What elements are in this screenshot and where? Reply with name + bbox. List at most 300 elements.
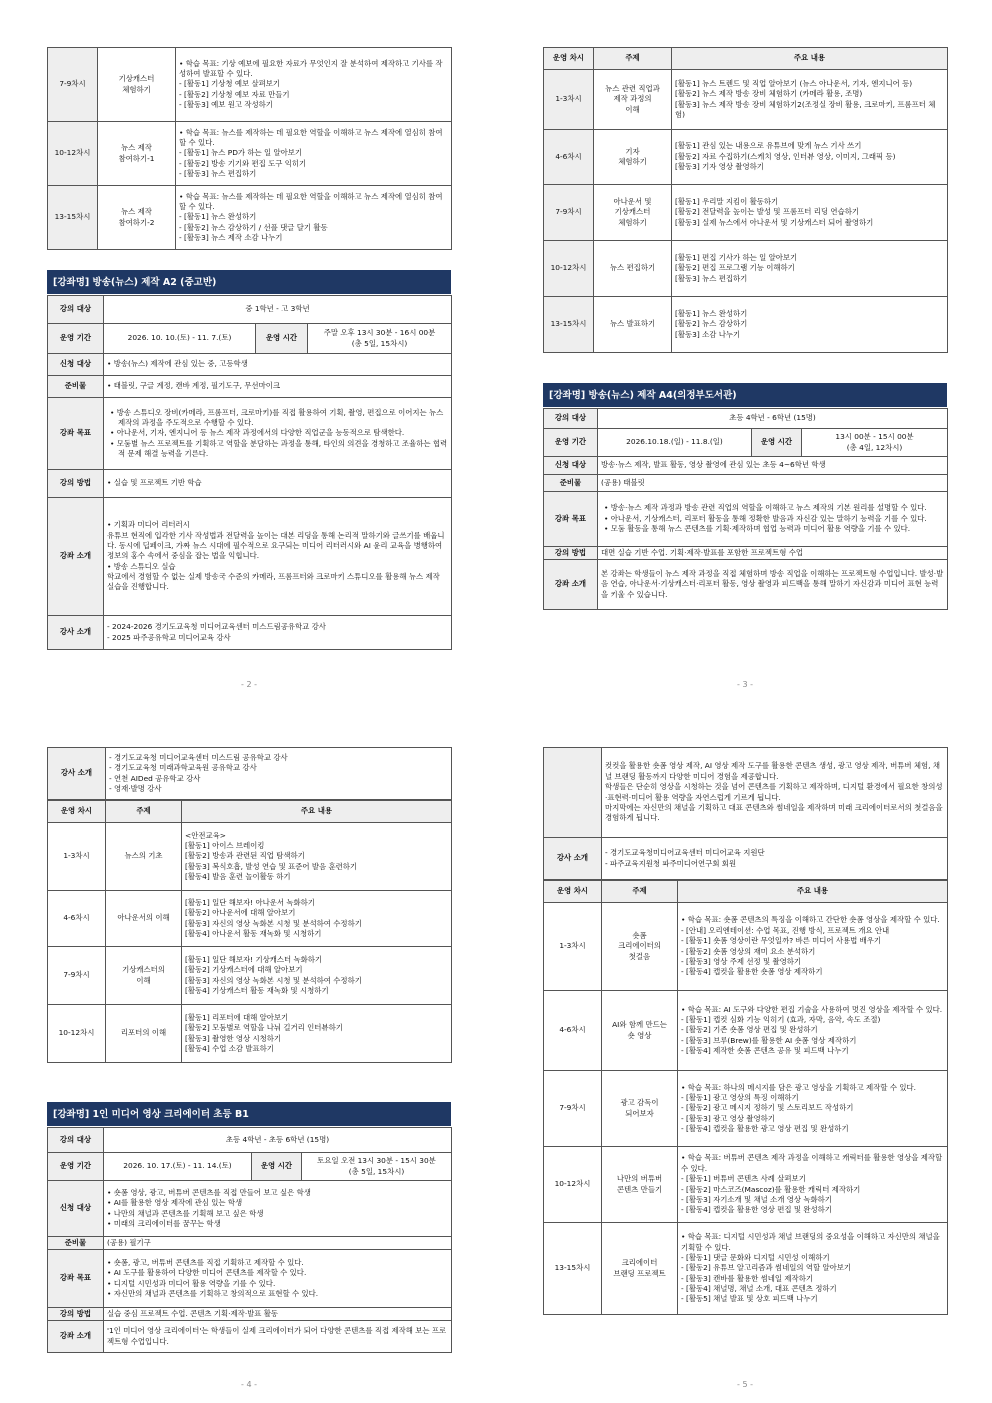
cell-line: • 나만의 채널과 콘텐츠를 기획해 보고 싶은 학생	[107, 1208, 264, 1218]
table-cell	[48, 1237, 104, 1250]
table-cell	[544, 547, 598, 560]
cell-text: 강좌 소개	[59, 551, 92, 561]
cell-line: 아나운서 및	[613, 196, 652, 206]
table-cell	[672, 48, 948, 70]
cell-line: • AI를 활용한 영상 제작에 관심 있는 학생	[107, 1198, 243, 1208]
table-cell	[48, 498, 104, 616]
cell-line: - 파주교육지원청 파주미디어연구회 회원	[605, 858, 737, 868]
cell-line: [활동4] 기상캐스터 활동 재녹화 및 시청하기	[185, 985, 329, 995]
page-2	[47, 47, 451, 650]
cell-line: - [안내] 오리엔테이션: 수업 목표, 진행 방식, 프로젝트 개요 안내	[681, 925, 890, 935]
cell-line: 브랜딩 프로젝트	[613, 1268, 666, 1278]
info-table	[543, 880, 948, 1315]
table-cell	[544, 185, 594, 241]
cell-line: • 숏폼 영상, 광고, 버튜버 콘텐츠를 직접 만들어 보고 싶은 학생	[107, 1187, 311, 1197]
table-cell	[598, 429, 752, 457]
table-cell	[48, 186, 98, 250]
table-row	[48, 1250, 452, 1308]
table-cell	[598, 409, 948, 429]
cell-line: - [활동3] 캔바를 활용한 썸네일 제작하기	[681, 1273, 813, 1283]
table-cell	[602, 903, 678, 991]
table-row	[544, 1223, 948, 1315]
cell-text: 주제	[625, 53, 640, 63]
page-number: - 2 -	[241, 680, 257, 689]
table-cell	[598, 560, 948, 610]
cell-line: • 실습 및 프로젝트 기반 학습	[107, 478, 202, 488]
cell-line: 토요일 오전 13시 30분 - 15시 30분	[317, 1156, 436, 1166]
cell-line: - 2024-2026 경기도교육청 미디어교육센터 미스드림공유학교 강사	[107, 622, 326, 632]
table-cell	[678, 1223, 948, 1315]
table-cell	[678, 1071, 948, 1147]
cell-text: 강사 소개	[59, 627, 92, 637]
table-cell	[48, 122, 98, 186]
cell-text: 강의 방법	[59, 478, 92, 488]
table-cell	[252, 1153, 302, 1181]
table-cell	[678, 881, 948, 903]
cell-line: • 학습 목표: 뉴스를 제작하는 데 필요한 역할을 이해하고 뉴스 제작에 열심히 참여할 수 있다.	[179, 127, 443, 147]
cell-line: [활동3] 뉴스 제작 방송 장비 체험하기2(조정실 장비 활용, 크로마키, 프롬프터 체험)	[675, 99, 936, 119]
table-cell	[104, 1181, 452, 1237]
cell-line: [활동1] 편집 기사가 하는 일 알아보기	[675, 252, 798, 262]
table-row	[544, 748, 948, 838]
table-cell	[544, 429, 598, 457]
cell-line: 학교에서 경험할 수 없는 실제 방송국 수준의 카메라, 프롬프터와 크로마키 스튜디오를 활용해 뉴스 제작 실습을 진행합니다.	[107, 572, 440, 592]
cell-line: • 방송 스튜디오 실습	[107, 561, 176, 571]
cell-text: 강의 대상	[59, 304, 92, 314]
table-cell	[48, 748, 106, 800]
table-row	[48, 616, 452, 650]
cell-text: 운영 기간	[554, 437, 587, 447]
table-cell	[48, 616, 104, 650]
table-row	[48, 498, 452, 616]
cell-line: - 경기도교육청미디어교육센터 미디어교육 지원단	[605, 848, 765, 858]
cell-line: (총 5일, 15차시)	[351, 338, 408, 348]
table-cell	[598, 492, 948, 547]
cell-line: 기자	[625, 146, 640, 156]
page-5	[543, 747, 947, 1315]
cell-line: [활동2] 전달력을 높이는 발성 및 프롬프터 리딩 연습하기	[675, 207, 859, 217]
table-cell	[48, 1153, 104, 1181]
table-cell	[544, 48, 594, 70]
cell-text: 주제	[136, 806, 151, 816]
cell-line: 크리에이터	[621, 1258, 658, 1268]
cell-line: [활동1] 뉴스 트렌드 및 직업 알아보기 (뉴스 아나운서, 기자, 엔지니어 등)	[675, 78, 913, 88]
cell-line: [활동2] 방송과 관련된 직업 탐색하기	[185, 851, 305, 861]
page-number: - 3 -	[737, 680, 753, 689]
table-cell	[802, 429, 948, 457]
cell-line: • 숏폼, 광고, 버튜버 콘텐츠를 직접 기획하고 제작할 수 있다.	[107, 1257, 304, 1267]
cell-text: 4-6차시	[555, 151, 582, 161]
cell-line: - 경기도교육청 미래과학교육원 공유학교 강사	[109, 763, 257, 773]
cell-text: 7-9차시	[59, 79, 86, 89]
cell-text: 강의 대상	[59, 1134, 92, 1144]
table-cell	[106, 947, 182, 1005]
table-row	[48, 376, 452, 398]
table-row	[48, 1321, 452, 1353]
cell-text: 10-12차시	[54, 148, 91, 158]
cell-line: - [활동2] 기존 숏폼 영상 편집 및 완성하기	[681, 1025, 818, 1035]
table-cell	[678, 903, 948, 991]
table-cell	[98, 122, 176, 186]
table-row	[48, 947, 452, 1005]
table-cell	[602, 838, 948, 880]
spacer	[543, 353, 947, 383]
cell-text: 리포터의 이해	[120, 1028, 167, 1038]
table-cell	[48, 470, 104, 498]
cell-line: - [활동1] 숏폼 영상이란 무엇일까? 바른 미디어 사용법 배우기	[681, 936, 882, 946]
table-cell	[752, 429, 802, 457]
cell-text: 중 1학년 - 고 3학년	[245, 304, 310, 314]
cell-text: 주제	[632, 886, 647, 896]
cell-line: [활동1] 뉴스 완성하기	[675, 308, 748, 318]
table-cell	[104, 1250, 452, 1308]
cell-line: [활동2] 자료 수집하기(스케치 영상, 인터뷰 영상, 이미지, 그래픽 등)	[675, 151, 896, 161]
cell-line: 컷컷을 활용한 숏폼 영상 제작, AI 영상 제작 도구를 활용한 콘텐츠 생성, 광고 영상 제작, 버튜버 체험, 채널 브랜딩 활동까지 다양한 미디어 경험을 제공합니다.	[605, 761, 941, 781]
table-cell	[594, 48, 672, 70]
page-4	[47, 747, 451, 1353]
table-cell	[598, 547, 948, 560]
cell-line: 실습 중심 프로젝트 수업. 콘텐츠 기획·제작·발표 활동	[107, 1308, 279, 1318]
table-cell	[544, 560, 598, 610]
info-table	[543, 47, 948, 353]
table-cell	[48, 823, 106, 891]
table-row	[48, 296, 452, 324]
cell-line: 이해	[136, 975, 151, 985]
cell-text: 운영 기간	[59, 333, 92, 343]
cell-line: [활동3] 소감 나누기	[675, 329, 741, 339]
table-cell	[594, 130, 672, 185]
table-cell	[48, 324, 104, 354]
cell-line: 콘텐츠 만들기	[616, 1184, 663, 1194]
table-row	[544, 492, 948, 547]
cell-line: - [활동2] 방송 기기와 편집 도구 익히기	[179, 158, 307, 168]
table-row	[48, 1153, 452, 1181]
table-row	[544, 903, 948, 991]
table-cell	[602, 991, 678, 1071]
table-cell	[594, 297, 672, 353]
cell-line: 마지막에는 자신만의 채널을 기획하고 대표 콘텐츠와 썸네일을 제작하며 미래 크리에이터로서의 첫걸음을 경험하게 됩니다.	[605, 802, 943, 823]
cell-line: - [활동3] 예보 원고 작성하기	[179, 100, 273, 110]
cell-line: 첫걸음	[628, 951, 651, 961]
cell-text: 강의 대상	[554, 413, 587, 423]
cell-line: • 학습 목표: 기상 예보에 필요한 자료가 무엇인지 잘 분석하여 제작하고 기사를 작성하여 발표할 수 있다.	[179, 58, 443, 78]
table-cell	[104, 1308, 452, 1321]
cell-text: 1-3차시	[63, 851, 90, 861]
table-cell	[48, 398, 104, 470]
cell-line: • 미래의 크리에이터를 꿈꾸는 학생	[107, 1218, 221, 1228]
table-row	[48, 48, 452, 122]
cell-text: 1-3차시	[559, 941, 586, 951]
cell-text: 강좌 소개	[554, 579, 587, 589]
cell-line: [활동2] 모둠별로 역할을 나눠 길거리 인터뷰하기	[185, 1023, 343, 1033]
cell-line: • 학습 목표: 디지털 시민성과 채널 브랜딩의 중요성을 이해하고 자신만의 채널을 기획할 수 있다.	[681, 1232, 940, 1252]
table-cell	[182, 947, 452, 1005]
table-cell	[594, 241, 672, 297]
table-cell	[678, 991, 948, 1071]
cell-text: 강의 방법	[554, 547, 587, 557]
cell-text: 강좌 목표	[554, 513, 587, 523]
cell-line: - [활동3] 자기소개 및 채널 소개 영상 녹화하기	[681, 1194, 832, 1204]
table-row	[48, 801, 452, 823]
cell-line: [활동4] 수업 소감 발표하기	[185, 1043, 274, 1053]
table-cell	[106, 1005, 182, 1063]
table-row	[48, 122, 452, 186]
table-cell	[48, 1128, 104, 1153]
cell-line: - [활동2] 유튜브 알고리즘과 썸네일의 역할 알아보기	[681, 1263, 852, 1273]
cell-line: [활동2] 기상캐스터에 대해 알아보기	[185, 965, 303, 975]
cell-text: 주요 내용	[300, 806, 333, 816]
cell-line: [활동2] 뉴스 제작 방송 장비 체험하기 (카메라 활용, 조명)	[675, 89, 863, 99]
table-cell	[104, 470, 452, 498]
cell-text: 준비물	[559, 477, 582, 487]
table-row	[544, 429, 948, 457]
cell-line: 본 강좌는 학생들이 뉴스 제작 과정을 직접 체험하며 방송 직업을 이해하는 프로젝트형 수업입니다. 발성·발음 연습, 아나운서·기상캐스터·리포터 활동, 영상 촬영과 피드백을 통해 말하기 자신감과 미디어 표현 능력을 키울 수 있습니다.	[601, 568, 944, 599]
cell-line: - [활동1] 뉴스 완성하기	[179, 212, 257, 222]
cell-line: 대면 실습 기반 수업. 기획·제작·발표를 포함한 프로젝트형 수업	[601, 547, 803, 557]
cell-line: - 영재·발명 강사	[109, 783, 162, 793]
course-title: [강좌명] 1인 미디어 영상 크리에이터 초등 B1	[47, 1102, 451, 1126]
cell-line: (공용) 태블릿	[601, 477, 645, 487]
table-cell	[48, 1181, 104, 1237]
cell-line: 기상캐스터	[118, 74, 155, 84]
cell-line: 방송·뉴스 제작, 발표 활동, 영상 촬영에 관심 있는 초등 4~6학년 학생	[601, 460, 826, 470]
cell-text: 운영 차시	[552, 53, 585, 63]
table-cell	[104, 354, 452, 376]
cell-line: [활동4] 발음 훈련 놀이활동 하기	[185, 872, 291, 882]
table-row	[48, 748, 452, 800]
table-cell	[48, 48, 98, 122]
table-row	[544, 409, 948, 429]
table-cell	[602, 1223, 678, 1315]
cell-line: - [활동2] 숏폼 영상의 재미 요소 분석하기	[681, 946, 816, 956]
info-table	[47, 47, 452, 250]
table-cell	[48, 1005, 106, 1063]
cell-line: [활동2] 뉴스 감상하기	[675, 319, 748, 329]
table-cell	[48, 354, 104, 376]
table-cell	[182, 823, 452, 891]
table-cell	[106, 823, 182, 891]
table-cell	[544, 297, 594, 353]
table-row	[544, 241, 948, 297]
cell-line: 나만의 버튜버	[616, 1174, 663, 1184]
table-cell	[176, 48, 452, 122]
spacer	[47, 1063, 451, 1102]
cell-text: 운영 시간	[260, 1161, 293, 1171]
cell-line: - [활동1] 캡컷 심화 기능 익히기 (효과, 자막, 음악, 속도 조절)	[681, 1014, 881, 1024]
cell-line: AI와 함께 만드는	[612, 1020, 667, 1030]
cell-line: • 학습 목표: 뉴스를 제작하는 데 필요한 역할을 이해하고 뉴스 제작에 열심히 참여할 수 있다.	[179, 191, 443, 211]
cell-line: 숏 영상	[627, 1030, 652, 1040]
table-row	[48, 1308, 452, 1321]
table-row	[48, 1005, 452, 1063]
cell-text: 주요 내용	[793, 53, 826, 63]
cell-text: 초등 4학년 - 초등 6학년 (15명)	[225, 1134, 330, 1144]
cell-text: 7-9차시	[559, 1103, 586, 1113]
cell-text: 4-6차시	[63, 913, 90, 923]
info-table	[543, 408, 948, 610]
cell-text: 운영 시간	[265, 333, 298, 343]
cell-text: 4-6차시	[559, 1025, 586, 1035]
table-cell	[48, 296, 104, 324]
cell-line: • 학습 목표: AI 도구와 다양한 편집 기술을 사용하여 멋진 영상을 제작할 수 있다.	[681, 1004, 943, 1014]
table-row	[544, 1071, 948, 1147]
cell-line: [활동3] 자신의 영상 녹화본 시청 및 분석하여 수정하기	[185, 975, 362, 985]
table-cell	[544, 70, 594, 130]
table-row	[544, 185, 948, 241]
cell-line: • 디지털 시민성과 미디어 활용 역량을 기를 수 있다.	[107, 1278, 276, 1288]
table-row	[48, 324, 452, 354]
table-cell	[176, 122, 452, 186]
cell-line: [활동1] 리포터에 대해 알아보기	[185, 1012, 289, 1022]
cell-line: [활동3] 촬영한 영상 시청하기	[185, 1033, 282, 1043]
cell-line: [활동1] 관심 있는 내용으로 유튜브에 맞게 뉴스 기사 쓰기	[675, 141, 862, 151]
cell-text: 뉴스의 기초	[124, 851, 163, 861]
cell-text: 운영 시간	[760, 437, 793, 447]
table-cell	[104, 1128, 452, 1153]
page-number: - 5 -	[737, 1380, 753, 1389]
table-cell	[104, 1237, 452, 1250]
table-row	[48, 823, 452, 891]
cell-line: 체험하기	[122, 84, 151, 94]
table-cell	[602, 881, 678, 903]
cell-line: 숏폼	[632, 930, 647, 940]
table-cell	[594, 185, 672, 241]
table-cell	[544, 1071, 602, 1147]
cell-text: 신청 대상	[59, 1203, 92, 1213]
cell-line: • 태블릿, 구글 계정, 캔바 계정, 필기도구, 무선마이크	[107, 381, 280, 391]
page-3	[543, 47, 947, 610]
table-cell	[48, 1321, 104, 1353]
cell-text: 초등 4학년 - 6학년 (15명)	[729, 413, 816, 423]
cell-text: 10-12차시	[550, 263, 587, 273]
table-cell	[598, 457, 948, 475]
table-cell	[544, 1147, 602, 1223]
cell-text: 10-12차시	[554, 1179, 591, 1189]
cell-text: 준비물	[64, 1237, 87, 1247]
cell-line: - [활동2] 뉴스 감상하기 / 선플 댓글 달기 활동	[179, 222, 328, 232]
cell-line: 뉴스 관련 직업과	[605, 83, 660, 93]
table-cell	[602, 748, 948, 838]
cell-text: 7-9차시	[555, 207, 582, 217]
cell-text: 강좌 목표	[59, 1273, 92, 1283]
cell-text: 뉴스 발표하기	[609, 319, 656, 329]
table-cell	[256, 324, 308, 354]
cell-line: • AI 도구를 활용하여 다양한 미디어 콘텐츠를 제작할 수 있다.	[107, 1268, 307, 1278]
table-row	[48, 891, 452, 947]
cell-line: [활동3] 자신의 영상 녹화본 시청 및 분석하여 수정하기	[185, 918, 362, 928]
table-cell	[544, 881, 602, 903]
table-cell	[544, 241, 594, 297]
cell-line: 체험하기	[618, 217, 647, 227]
table-row	[48, 1237, 452, 1250]
table-cell	[544, 409, 598, 429]
table-cell	[544, 838, 602, 880]
table-row	[48, 398, 452, 470]
cell-text: 2026.10.18.(일) - 11.8.(일)	[626, 437, 723, 447]
table-row	[544, 1147, 948, 1223]
table-cell	[544, 1223, 602, 1315]
cell-line: [활동1] 일단 해보자! 아나운서 녹화하기	[185, 897, 315, 907]
table-cell	[182, 1005, 452, 1063]
cell-line: 광고 감독이	[620, 1098, 659, 1108]
cell-line: 크리에이터의	[618, 941, 661, 951]
table-cell	[672, 130, 948, 185]
cell-text: 13-15차시	[54, 212, 91, 222]
cell-line: 13시 00분 - 15시 00분	[835, 432, 914, 442]
table-row	[48, 1128, 452, 1153]
cell-line: - [활동3] 브루(Brew)를 활용한 AI 숏폼 영상 제작하기	[681, 1035, 857, 1045]
table-cell	[106, 748, 452, 800]
table-cell	[678, 1147, 948, 1223]
table-row	[544, 130, 948, 185]
cell-line: • 모둠별 뉴스 프로젝트를 기획하고 역할을 분담하는 과정을 통해, 타인의 의견을 경청하고 조율하는 협력적 문제 해결 능력을 기른다.	[110, 438, 448, 459]
cell-line: - [활동5] 채널 발표 및 상호 피드백 나누기	[681, 1294, 818, 1304]
cell-line: - [활동2] 마스코즈(Mascoz)를 활용한 캐릭터 제작하기	[681, 1184, 861, 1194]
table-cell	[104, 376, 452, 398]
cell-text: 운영 차시	[556, 886, 589, 896]
cell-line: • 기획과 미디어 리터러시	[107, 520, 190, 530]
table-cell	[104, 498, 452, 616]
table-cell	[672, 70, 948, 130]
cell-line: - [활동4] 제작한 숏폼 콘텐츠 공유 및 피드백 나누기	[681, 1046, 849, 1056]
table-cell	[672, 297, 948, 353]
cell-line: • 자신만의 채널과 콘텐츠를 기획하고 창의적으로 표현할 수 있다.	[107, 1288, 319, 1298]
cell-line: <안전교육>	[185, 830, 226, 840]
cell-line: [활동4] 아나운서 활동 재녹화 및 시청하기	[185, 928, 322, 938]
cell-line: • 학습 목표: 하나의 메시지를 담은 광고 영상을 기획하고 제작할 수 있다.	[681, 1082, 916, 1092]
cell-line: [활동1] 일단 해보자! 기상캐스터 녹화하기	[185, 954, 323, 964]
cell-line: 학생들은 단순히 영상을 시청하는 것을 넘어 콘텐츠를 기획하고 제작하며, 디지털 환경에서 필요한 창의성·표현력·미디어 활용 역량을 자연스럽게 기르게 됩니다.	[605, 782, 943, 802]
cell-line: [활동3] 실제 뉴스에서 아나운서 및 기상캐스터 되어 촬영하기	[675, 217, 874, 227]
cell-text: 강좌 목표	[59, 428, 92, 438]
table-cell	[48, 1308, 104, 1321]
cell-line: - [활동3] 뉴스 제작 소감 나누기	[179, 233, 283, 243]
info-table	[543, 747, 948, 880]
cell-line: - [활동2] 광고 메시지 정하기 및 스토리보드 작성하기	[681, 1103, 854, 1113]
table-cell	[594, 70, 672, 130]
cell-text: 강사 소개	[556, 853, 589, 863]
cell-line: - [활동1] 뉴스 PD가 하는 일 알아보기	[179, 148, 303, 158]
cell-text: 7-9차시	[63, 970, 90, 980]
cell-line: '1인 미디어 영상 크리에이터'는 학생들이 실제 크리에이터가 되어 다양한 콘텐츠를 직접 제작해 보는 프로젝트형 수업입니다.	[107, 1326, 447, 1346]
cell-line: [활동3] 뉴스 편집하기	[675, 273, 748, 283]
cell-line: [활동1] 아이스 브레이킹	[185, 840, 265, 850]
table-cell	[182, 801, 452, 823]
cell-text: 운영 기간	[59, 1161, 92, 1171]
table-cell	[598, 475, 948, 492]
cell-line: - 경기도교육청 미디어교육센터 미스드림 공유학교 강사	[109, 752, 288, 762]
table-row	[48, 354, 452, 376]
cell-line: (총 4일, 12차시)	[846, 442, 903, 452]
cell-line: [활동2] 편집 프로그램 기능 이해하기	[675, 263, 795, 273]
page-number: - 4 -	[241, 1380, 257, 1389]
cell-text: 신청 대상	[59, 359, 92, 369]
cell-text: 1-3차시	[555, 94, 582, 104]
cell-line: 이해	[625, 104, 640, 114]
cell-line: 유튜브 현직에 입각한 기사 작성법과 전달력을 높이는 대본 리딩을 통해 논리적 말하기와 글쓰기를 배웁니다. 동시에 딥페이크, 가짜 뉴스 시대에 필수적으로 요구되는 미디어 리터러시와 AI 윤리 교육을 병행하여 정보의 홍수 속에서 중심을 잡는 법을 익힙니다.	[107, 530, 445, 561]
cell-line: [활동1] 우리말 지킴이 활동하기	[675, 196, 779, 206]
cell-line: - [활동1] 광고 영상의 특징 이해하기	[681, 1092, 799, 1102]
cell-line: - [활동4] 캡컷을 활용한 영상 편집 및 완성하기	[681, 1205, 832, 1215]
spacer	[47, 250, 451, 270]
cell-line: • 방송·뉴스 제작 과정과 방송 관련 직업의 역할을 이해하고 뉴스 제작의 기본 원리를 설명할 수 있다.	[604, 503, 927, 513]
info-table	[47, 295, 452, 650]
cell-text: 신청 대상	[554, 460, 587, 470]
table-cell	[176, 186, 452, 250]
table-cell	[544, 991, 602, 1071]
table-row	[544, 457, 948, 475]
table-cell	[104, 296, 452, 324]
